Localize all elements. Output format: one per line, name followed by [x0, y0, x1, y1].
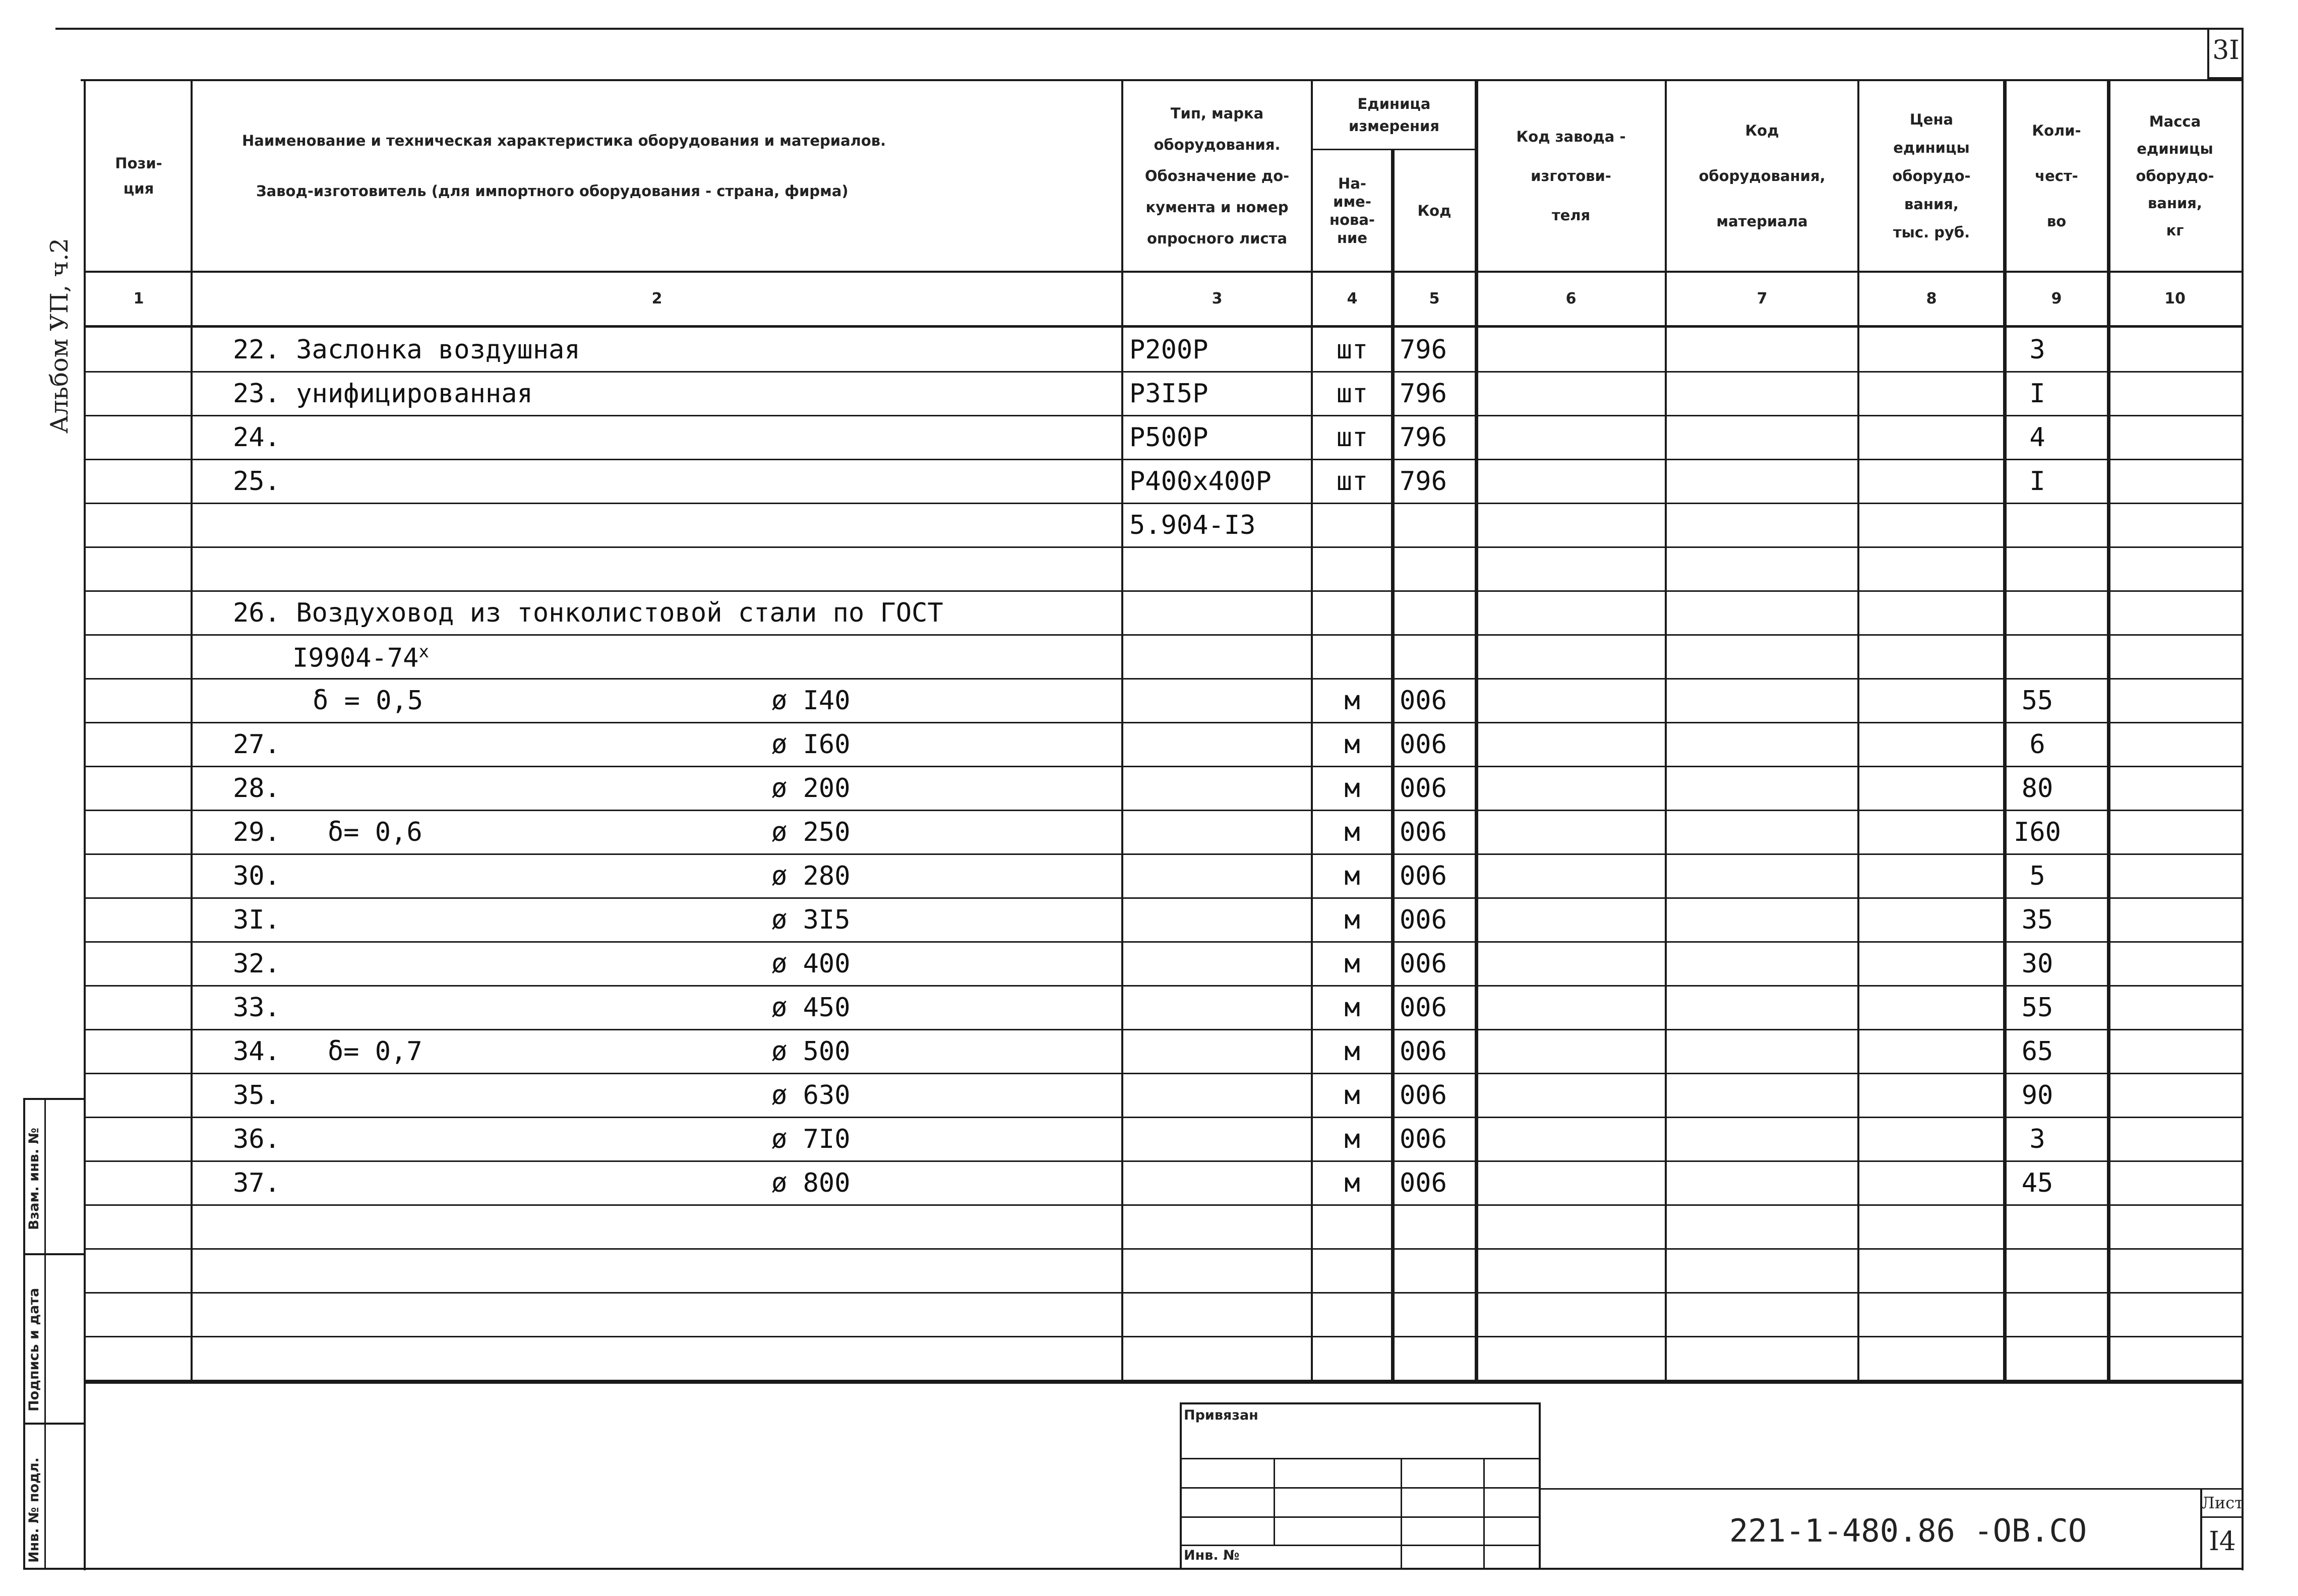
column-number-4: 4 — [1347, 290, 1358, 308]
row-name: 28. — [233, 773, 280, 804]
row-diameter: ø 500 — [771, 1036, 851, 1067]
row-line — [86, 1336, 2242, 1337]
row-name: 33. — [233, 993, 280, 1023]
row-unit-name: м — [1344, 729, 1360, 760]
row-diameter: ø 450 — [771, 993, 851, 1023]
column-line-7 — [1857, 79, 1859, 1382]
row-line — [86, 810, 2242, 811]
side-label-signature-date: Подпись и дата — [26, 1287, 42, 1411]
row-line — [86, 503, 2242, 504]
row-diameter: ø 280 — [771, 861, 851, 891]
column-line-5 — [1475, 79, 1478, 1382]
row-name: 35. — [233, 1080, 280, 1111]
row-name: 23. унифицированная — [233, 379, 533, 409]
row-line — [86, 634, 2242, 636]
row-quantity: 45 — [2021, 1168, 2053, 1198]
column-line-6 — [1665, 79, 1667, 1382]
row-line — [86, 415, 2242, 416]
row-quantity: 80 — [2021, 773, 2053, 804]
row-line — [86, 1204, 2242, 1206]
row-name: 32. — [233, 949, 280, 979]
row-diameter: ø 400 — [771, 949, 851, 979]
header-name-line1: Наименование и техническая характеристика оборудования и материалов. — [242, 132, 886, 149]
doc-block-top-line — [1541, 1488, 2244, 1490]
inv-label: Инв. № — [1184, 1548, 1240, 1563]
row-unit-name: шт — [1336, 379, 1368, 409]
row-line — [86, 678, 2242, 680]
row-name: 24. — [233, 422, 280, 453]
row-name: 34. δ= 0,7 — [233, 1036, 422, 1067]
row-unit-name: м — [1344, 773, 1360, 804]
row-quantity: 4 — [2029, 422, 2045, 453]
header-equipment-code: Код оборудования, материала — [1699, 122, 1826, 230]
bound-row-line-2 — [1180, 1487, 1541, 1489]
row-quantity: 55 — [2021, 993, 2053, 1023]
row-quantity: 6 — [2029, 729, 2045, 760]
header-unit-name: На- име- нова- ние — [1329, 174, 1375, 247]
row-unit-name: шт — [1336, 422, 1368, 453]
row-quantity: 90 — [2021, 1080, 2053, 1111]
row-line — [86, 1160, 2242, 1162]
row-diameter: ø 250 — [771, 817, 851, 847]
row-line — [86, 941, 2242, 943]
row-unit-code: 006 — [1400, 1124, 1447, 1154]
row-unit-code: 006 — [1400, 729, 1447, 760]
column-number-1: 1 — [133, 290, 144, 308]
doc-code: 221-1-480.86 -ОВ.СО — [1729, 1512, 2087, 1549]
row-quantity: 3 — [2029, 335, 2045, 365]
row-unit-code: 796 — [1400, 379, 1447, 409]
bottom-border-line — [25, 1568, 2244, 1570]
column-line-1 — [191, 79, 193, 1382]
header-type: Тип, марка оборудования. Обозначение до- кумента и номер опросного листа — [1144, 105, 1290, 247]
row-line — [86, 1117, 2242, 1118]
row-unit-code: 796 — [1400, 335, 1447, 365]
row-unit-code: 006 — [1400, 773, 1447, 804]
bound-col-line-2 — [1401, 1458, 1402, 1570]
row-type-mark: Р500Р — [1129, 422, 1208, 453]
row-diameter: ø I40 — [771, 686, 851, 716]
row-unit-code: 006 — [1400, 686, 1447, 716]
column-number-8: 8 — [1926, 290, 1937, 308]
row-type-mark: Р400х400Р — [1129, 466, 1272, 497]
row-line — [86, 766, 2242, 767]
row-unit-name: м — [1344, 1080, 1360, 1111]
row-type-mark: 5.904-I3 — [1129, 510, 1256, 540]
row-unit-code: 006 — [1400, 949, 1447, 979]
row-name: I9904-74$^x$ — [292, 642, 429, 673]
sheet-number: 3I — [2212, 35, 2240, 66]
sheet-value: I4 — [2209, 1526, 2236, 1557]
row-unit-name: м — [1344, 993, 1360, 1023]
column-number-7: 7 — [1757, 290, 1768, 308]
header-name-line2: Завод-изготовитель (для импортного оборудования - страна, фирма) — [256, 182, 849, 200]
side-stamp-div-3 — [23, 1423, 86, 1425]
column-line-9 — [2107, 79, 2110, 1382]
row-unit-name: м — [1344, 949, 1360, 979]
row-unit-code: 796 — [1400, 466, 1447, 497]
row-unit-name: м — [1344, 686, 1360, 716]
row-diameter: ø 800 — [771, 1168, 851, 1198]
header-quantity: Коли- чест- во — [2032, 122, 2081, 230]
row-unit-code: 796 — [1400, 422, 1447, 453]
row-name: 37. — [233, 1168, 280, 1198]
row-line — [86, 1248, 2242, 1250]
sheet-label: Лист — [2201, 1493, 2244, 1512]
row-unit-name: м — [1344, 1124, 1360, 1154]
row-type-mark: Р3I5Р — [1129, 379, 1208, 409]
side-stamp-inner-line — [44, 1098, 46, 1570]
row-line — [86, 459, 2242, 460]
column-number-10: 10 — [2164, 290, 2186, 308]
row-unit-code: 006 — [1400, 1080, 1447, 1111]
row-quantity: 5 — [2029, 861, 2045, 891]
row-unit-name: м — [1344, 905, 1360, 935]
row-name: 26. Воздуховод из тонколистовой стали по ГОСТ — [233, 598, 943, 628]
row-quantity: I — [2029, 466, 2045, 497]
row-quantity: 65 — [2021, 1036, 2053, 1067]
header-price: Цена единицы оборудо- вания, тыс. руб. — [1892, 111, 1971, 241]
row-quantity: I60 — [2014, 817, 2061, 847]
row-unit-code: 006 — [1400, 905, 1447, 935]
column-line-2 — [1121, 79, 1123, 1382]
row-line — [86, 1292, 2242, 1294]
row-quantity: I — [2029, 379, 2045, 409]
row-unit-name: шт — [1336, 335, 1368, 365]
row-quantity: 3 — [2029, 1124, 2045, 1154]
column-number-5: 5 — [1429, 290, 1440, 308]
row-line — [86, 722, 2242, 723]
row-diameter: ø 630 — [771, 1080, 851, 1111]
row-line — [86, 590, 2242, 592]
top-border-line — [55, 28, 2244, 30]
bound-col-line-1 — [1274, 1458, 1275, 1545]
row-name: 30. — [233, 861, 280, 891]
bound-row-line-1 — [1180, 1458, 1541, 1459]
album-side-title: Альбом УП, ч.2 — [45, 238, 74, 434]
right-border-line — [2242, 28, 2244, 1570]
bound-row-line-4 — [1180, 1545, 1541, 1546]
row-unit-code: 006 — [1400, 993, 1447, 1023]
column-number-9: 9 — [2051, 290, 2062, 308]
row-name: 27. — [233, 729, 280, 760]
column-number-6: 6 — [1565, 290, 1577, 308]
row-unit-name: шт — [1336, 466, 1368, 497]
header-unit-code: Код — [1417, 202, 1452, 219]
bound-row-line-3 — [1180, 1516, 1541, 1518]
column-number-2: 2 — [651, 290, 662, 308]
row-unit-name: м — [1344, 861, 1360, 891]
row-unit-code: 006 — [1400, 1168, 1447, 1198]
row-name: 3I. — [233, 905, 280, 935]
row-name: 29. δ= 0,6 — [233, 817, 422, 847]
side-stamp-left-line — [23, 1098, 25, 1570]
row-line — [86, 853, 2242, 855]
row-diameter: ø 200 — [771, 773, 851, 804]
row-name: δ = 0,5 — [313, 686, 424, 716]
side-label-inv-original: Инв. № подл. — [26, 1457, 42, 1563]
bound-col-line-3 — [1483, 1458, 1485, 1570]
header-mass: Масса единицы оборудо- вания, кг — [2136, 113, 2214, 239]
row-unit-name: м — [1344, 1036, 1360, 1067]
row-diameter: ø 7I0 — [771, 1124, 851, 1154]
row-type-mark: Р200Р — [1129, 335, 1208, 365]
bound-label: Привязан — [1184, 1407, 1258, 1423]
side-stamp-div-1 — [23, 1098, 86, 1100]
row-quantity: 55 — [2021, 686, 2053, 716]
header-plant-code: Код завода - изготови- теля — [1516, 128, 1626, 224]
row-quantity: 35 — [2021, 905, 2053, 935]
row-unit-name: м — [1344, 817, 1360, 847]
row-unit-code: 006 — [1400, 1036, 1447, 1067]
row-unit-code: 006 — [1400, 817, 1447, 847]
header-bottom-line — [84, 271, 2244, 273]
row-line — [86, 371, 2242, 373]
row-name: 22. Заслонка воздушная — [233, 335, 580, 365]
row-line — [86, 897, 2242, 899]
sheet-box-mid — [2200, 1516, 2244, 1518]
row-line — [86, 1073, 2242, 1074]
row-name: 25. — [233, 466, 280, 497]
table-body-bottom-line — [86, 1381, 2242, 1384]
row-line — [86, 1029, 2242, 1030]
row-unit-code: 006 — [1400, 861, 1447, 891]
side-label-replaced-inv: Взам. инв. № — [26, 1127, 42, 1230]
header-units: Единица измерения — [1349, 95, 1439, 135]
row-line — [86, 985, 2242, 987]
header-position: Пози- ция — [115, 155, 162, 197]
row-diameter: ø 3I5 — [771, 905, 851, 935]
row-quantity: 30 — [2021, 949, 2053, 979]
row-diameter: ø I60 — [771, 729, 851, 760]
row-name: 36. — [233, 1124, 280, 1154]
row-unit-name: м — [1344, 1168, 1360, 1198]
colnum-bottom-line — [84, 325, 2244, 328]
side-stamp-div-2 — [23, 1253, 86, 1255]
row-line — [86, 546, 2242, 548]
column-number-3: 3 — [1212, 290, 1223, 308]
